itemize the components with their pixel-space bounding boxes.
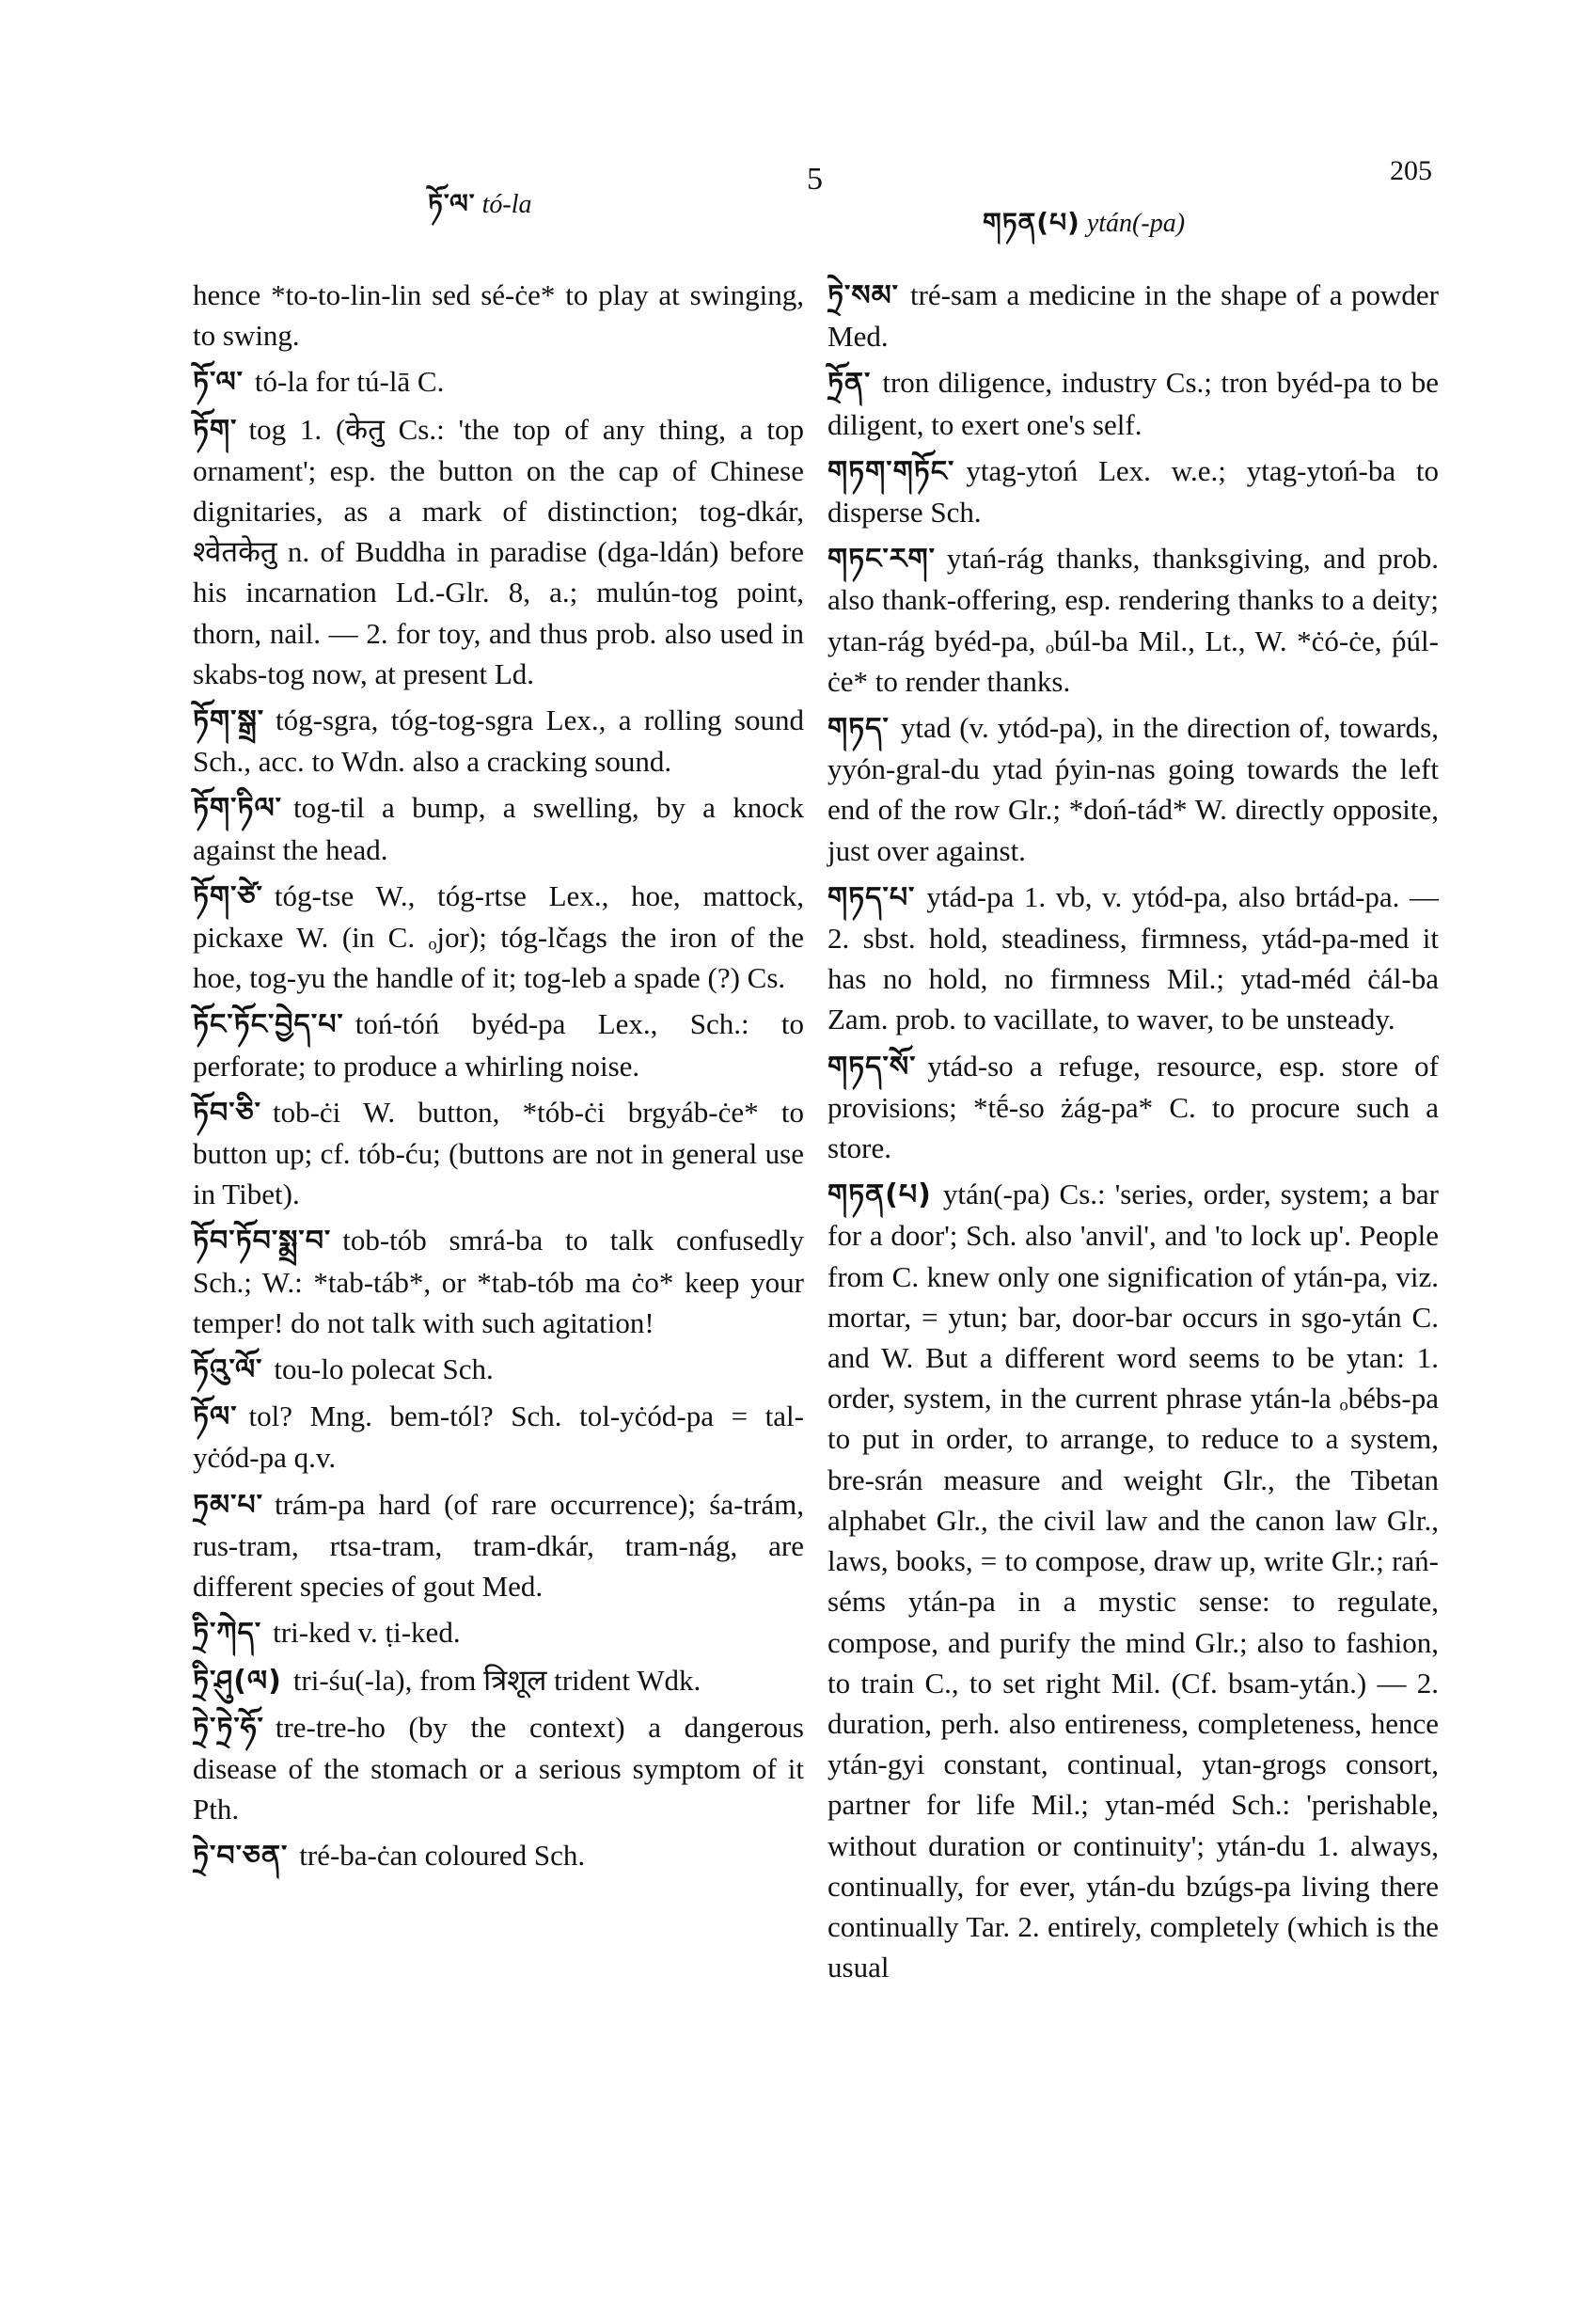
dictionary-entry: [193, 1220, 804, 1343]
entry-text: ytad (v. ytód-pa), in the direction of, towards, yyón-gral-du ytad ṕyin-nas going towards the left end of the row Glr.; *doń-tád* W. directly opposite, just over against.: [827, 711, 1439, 867]
entry-headword: ཏྲེ་ཏྲེ་ཧོ་: [193, 1711, 264, 1745]
entry-text: trám-pa hard (of rare occurrence); śa-trám, rus-tram, rtsa-tram, tram-dkár, tram-nág, are different species of gout Med.: [193, 1487, 804, 1604]
entry-headword: གཏད་པ་: [827, 880, 916, 914]
entry-headword: ཏོ་ལ་: [193, 366, 244, 400]
entry-headword: ཏོག་ཏིལ་: [193, 792, 282, 826]
entry-text: tré-ba-ċan coloured Sch.: [299, 1839, 586, 1873]
entry-headword: ཏྲོན་: [827, 367, 872, 401]
dictionary-entry: [193, 1660, 804, 1701]
entry-headword: ཏྲི་ཀེད་: [193, 1617, 262, 1651]
entry-text: ytád-so a refuge, resource, esp. store of provisions; *tḗ-so żág-pa* C. to procure such a store.: [827, 1049, 1439, 1165]
right-running-head: [983, 193, 1185, 267]
dictionary-entry: [193, 1707, 804, 1830]
entry-text: tri-ked v. ṭi-ked.: [273, 1616, 461, 1650]
entry-text: toń-tóń byéd-pa Lex., Sch.: to perforate; to produce a whirling noise.: [193, 1007, 804, 1083]
entry-text: tol? Mng. bem-tól? Sch. tol-yċód-pa = tal-yċód-pa q.v.: [193, 1399, 804, 1475]
entry-headword: གཏག་གཏོང་: [827, 454, 955, 488]
entry-text: tóg-tse W., tóg-rtse Lex., hoe, mattock, pickaxe W. (in C. ₒjor); tóg-lčags the iron of the hoe, tog-yu the handle of it; tog-leb a spade (?) Cs.: [193, 878, 804, 995]
dictionary-entry: [193, 876, 804, 999]
dictionary-entry: [193, 787, 804, 869]
dictionary-entry: [193, 1349, 804, 1390]
dictionary-entry: [827, 1174, 1439, 1987]
left-column: [193, 275, 804, 1883]
right-head-tibetan: གཏན(པ): [983, 207, 1080, 238]
center-marker: 5: [807, 162, 823, 197]
dictionary-entry: [193, 275, 804, 356]
dictionary-entry: [193, 1092, 804, 1215]
right-column: [827, 275, 1439, 1993]
dictionary-entry: [827, 1046, 1439, 1169]
entry-headword: གཏང་རག་: [827, 543, 936, 577]
entry-text: tog 1. (केतु Cs.: 'the top of any thing, a top ornament'; esp. the button on the cap of Chinese dignitaries, as a mark of distinction; tog-dkár, श्वेतकेतु n. of Buddha in paradise (dga-ldán) before his incarnation Ld.-Glr. 8, a.; mulún-tog point, thorn, nail. — 2. for toy, and thus prob. also used in skabs-tog now, at present Ld.: [193, 412, 804, 690]
entry-text: tó-la for tú-lā C.: [254, 365, 445, 399]
dictionary-entry: [193, 700, 804, 782]
dictionary-entry: [193, 1835, 804, 1876]
entry-text: tou-lo polecat Sch.: [274, 1352, 494, 1386]
entry-headword: ཏྲེ་སམ་: [827, 279, 899, 312]
entry-headword: ཏྲེ་བ་ཅན་: [193, 1840, 289, 1873]
left-head-translit: tó-la: [481, 190, 532, 219]
entry-text: tóg-sgra, tóg-tog-sgra Lex., a rolling sound Sch., acc. to Wdn. also a cracking sound.: [193, 704, 804, 779]
dictionary-entry: [193, 361, 804, 403]
entry-headword: ཏོའུ་ལོ་: [193, 1353, 263, 1387]
dictionary-entry: [193, 409, 804, 694]
dictionary-entry: [827, 877, 1439, 1040]
entry-text: tob-tób smrá-ba to talk confusedly Sch.; W.: *tab-táb*, or *tab-tób ma ċo* keep your temper! do not talk with such agitation!: [193, 1224, 804, 1339]
left-head-tibetan: ཏོ་ལ་: [428, 188, 476, 219]
entry-headword: ཏོག་སྒྲ་: [193, 704, 265, 738]
entry-headword: ཏྲམ་པ་: [193, 1488, 263, 1522]
entry-text: tob-ċi W. button, *tób-ċi brgyáb-ċe* to button up; cf. tób-ću; (buttons are not in general use in Tibet).: [193, 1095, 804, 1211]
entry-headword: གཏན(པ): [827, 1178, 932, 1212]
dictionary-entry: [827, 275, 1439, 356]
page-number: 205: [1390, 155, 1432, 186]
entry-text: ytán(-pa) Cs.: 'series, order, system; a bar for a door'; Sch. also 'anvil', and 'to lock up'. People from C. knew only one signification of ytán-pa, viz. mortar, = ytun; bar, door-bar occurs in sgo-ytán C. and W. But a different word seems to be ytan: 1. order, system, in the current phrase ytán-la ₒbébs-pa to put in order, to arrange, to reduce to a system, bre-srán measure and weight Glr., the Tibetan alphabet Glr., the civil law and the canon law Glr., laws, books, = to compose, draw up, write Glr.; rań-séms ytán-pa in a mystic sense: to regulate, compose, and purify the mind Glr.; also to fashion, to train C., to set right Mil. (Cf. bsam-ytán.) — 2. duration, perh. also entireness, completeness, hence ytán-gyi constant, continual, ytan-grogs consort, partner for life Mil.; ytan-méd Sch.: 'perishable, without duration or continuity'; ytán-du 1. always, continually, for ever, ytán-du bzúgs-pa living there continually Tar. 2. entirely, completely (which is the usual: [827, 1178, 1439, 1984]
entry-text: tré-sam a medicine in the shape of a powder Med.: [827, 278, 1439, 354]
entry-text: tron diligence, industry Cs.; tron byéd-pa to be diligent, to exert one's self.: [827, 366, 1439, 441]
dictionary-entry: [193, 1484, 804, 1607]
entry-text: ytád-pa 1. vb, v. ytód-pa, also brtád-pa. — 2. sbst. hold, steadiness, firmness, ytád-pa-med it has no hold, no firmness Mil.; ytad-méd ċál-ba Zam. prob. to vacillate, to waver, to be unsteady.: [827, 879, 1439, 1036]
dictionary-entry: [193, 1612, 804, 1653]
entry-text: ytań-rág thanks, thanksgiving, and prob. also thank-offering, esp. rendering thanks to a deity; ytan-rág byéd-pa, ₒbúl-ba Mil., Lt., W. *ċó-ċe, ṕúl-ċe* to render thanks.: [827, 542, 1439, 698]
right-head-translit: ytán(-pa): [1086, 209, 1186, 238]
entry-headword: ཏྲི་ཤུ(ལ): [193, 1664, 282, 1698]
entry-text: tre-tre-ho (by the context) a dangerous disease of the stomach or a serious symptom of it Pth.: [193, 1710, 804, 1826]
entry-headword: ཏོག་ཙེ་: [193, 879, 263, 913]
entry-text: tog-til a bump, a swelling, by a knock against the head.: [193, 791, 804, 866]
left-running-head: [428, 174, 531, 248]
entry-headword: ཏོང་ཏོང་བྱེད་པ་: [193, 1008, 344, 1042]
dictionary-entry: [827, 451, 1439, 532]
entry-headword: གཏད་: [827, 712, 890, 746]
entry-text: tri-śu(-la), from त्रिशूल trident Wdk.: [292, 1663, 701, 1697]
entry-headword: གཏད་སོ་: [827, 1050, 917, 1083]
dictionary-entry: [193, 1004, 804, 1085]
entry-headword: ཏོབ་ཅི་: [193, 1096, 261, 1130]
entry-headword: ཏོབ་ཏོབ་སྨྲ་བ་: [193, 1225, 332, 1258]
entry-headword: ཏོག་: [193, 413, 238, 447]
dictionary-entry: [827, 362, 1439, 444]
dictionary-entry: [193, 1396, 804, 1478]
dictionary-entry: [827, 538, 1439, 702]
entry-text: hence *to-to-lin-lin sed sé-ċe* to play at swinging, to swing.: [193, 278, 804, 353]
entry-headword: ཏོལ་: [193, 1400, 238, 1434]
dictionary-entry: [827, 707, 1439, 871]
entry-text: ytag-ytoń Lex. w.e.; ytag-ytoń-ba to disperse Sch.: [827, 453, 1439, 530]
